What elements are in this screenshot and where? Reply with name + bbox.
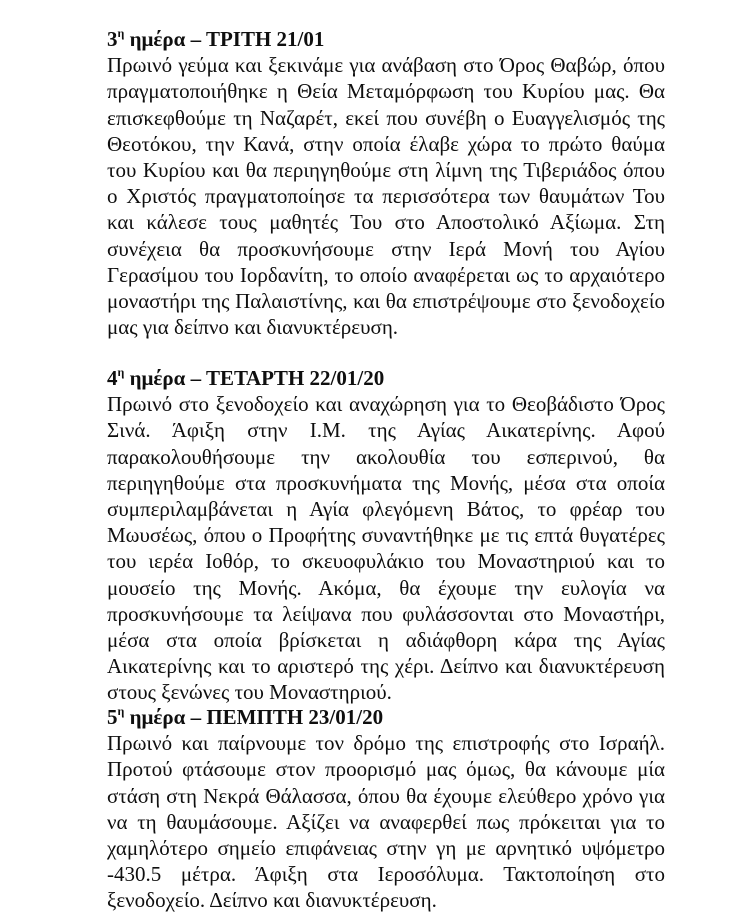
day-number: 5 <box>107 705 118 729</box>
day-heading <box>107 26 665 52</box>
day-number: 3 <box>107 27 118 51</box>
day-ordinal-suffix: η <box>117 704 125 718</box>
day-number: 4 <box>107 366 118 390</box>
day-ordinal-suffix: η <box>117 26 125 40</box>
day-heading-label: ημέρα – ΤΕΤΑΡΤΗ 22/01/20 <box>124 366 385 390</box>
day-heading <box>107 704 665 730</box>
day-description: Πρωινό στο ξενοδοχείο και αναχώρηση για το Θεοβάδιστο Όρος Σινά. Άφιξη στην Ι.Μ. της Αγίας Αικατερίνης. Αφού παρακολουθήσουμε την ακολουθία του εσπερινού, θα περιηγηθούμε στα προσκυνήματα της Μονής, μέσα στα οποία συμπεριλαμβάνεται η Αγία φλεγόμενη Βάτος, το φρέαρ του Μωυσέως, όπου ο Προφήτης συναντήθηκε με τις επτά θυγατέρες του ιερέα Ιοθόρ, το σκευοφυλάκιο του Μοναστηριού και το μουσείο της Μονής. Ακόμα, θα έχουμε την ευλογία να προσκυνήσουμε τα λείψανα που φυλάσσονται στο Μοναστήρι, μέσα στα οποία βρίσκεται η αδιάφθορη κάρα της Αγίας Αικατερίνης και το αριστερό της χέρι. Δείπνο και διανυκτέρευση στους ξενώνες του Μοναστηριού. <box>107 392 665 705</box>
day-section <box>107 704 665 914</box>
day-section <box>107 26 665 340</box>
day-description: Πρωινό γεύμα και ξεκινάμε για ανάβαση στο Όρος Θαβώρ, όπου πραγματοποιήθηκε η Θεία Μεταμόρφωση του Κυρίου μας. Θα επισκεφθούμε τη Ναζαρέτ, εκεί που συνέβη ο Ευαγγελισμός της Θεοτόκου, την Κανά, στην οποία έλαβε χώρα το πρώτο θαύμα του Κυρίου και θα περιηγηθούμε στη λίμνη της Τιβεριάδος όπου ο Χριστός πραγματοποίησε τα περισσότερα των θαυμάτων Του και κάλεσε τους μαθητές Του στο Αποστολικό Αξίωμα. Στη συνέχεια θα προσκυνήσουμε στην Ιερά Μονή του Αγίου Γερασίμου του Ιορδανίτη, το οποίο αναφέρεται ως το αρχαιότερο μοναστήρι της Παλαιστίνης, και θα επιστρέψουμε στο ξενοδοχείο μας για δείπνο και διανυκτέρευση. <box>107 53 665 340</box>
day-ordinal-suffix: η <box>117 365 125 379</box>
day-heading-label: ημέρα – ΠΕΜΠΤΗ 23/01/20 <box>124 705 384 729</box>
day-heading <box>107 365 665 391</box>
day-section <box>107 365 665 706</box>
day-heading-label: ημέρα – ΤΡΙΤΗ 21/01 <box>124 27 325 51</box>
day-description: Πρωινό και παίρνουμε τον δρόμο της επιστροφής στο Ισραήλ. Προτού φτάσουμε στον προορισμό μας όμως, θα κάνουμε μία στάση στη Νεκρά Θάλασσα, όπου θα έχουμε ελεύθερο χρόνο για να τη θαυμάσουμε. Αξίζει να αναφερθεί πως πρόκειται για το χαμηλότερο σημείο επιφάνειας στην γη με αρνητικό υψόμετρο -430.5 μέτρα. Άφιξη στα Ιεροσόλυμα. Τακτοποίηση στο ξενοδοχείο. Δείπνο και διανυκτέρευση. <box>107 731 665 913</box>
